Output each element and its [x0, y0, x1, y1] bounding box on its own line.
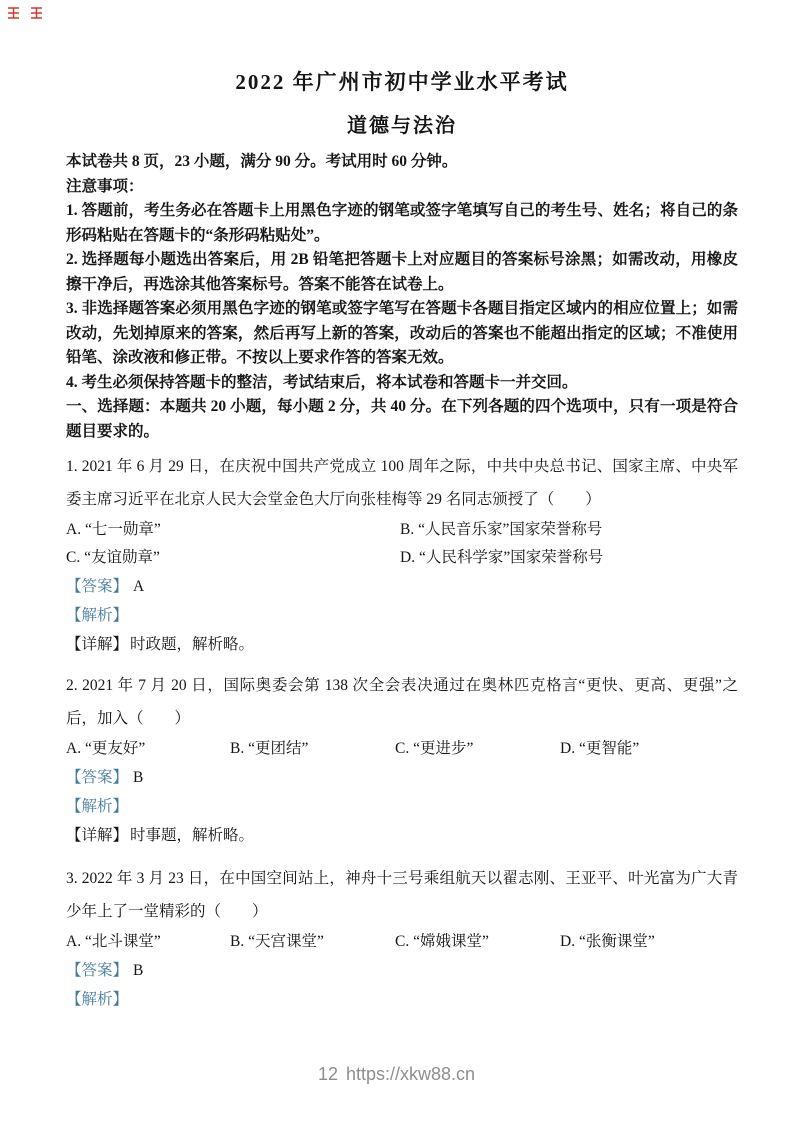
options-grid	[66, 516, 738, 572]
detail-line	[66, 630, 738, 659]
options-grid	[66, 928, 738, 956]
page-title: 2022 年广州市初中学业水平考试	[235, 70, 569, 94]
option-item: A. “更友好”	[66, 740, 146, 757]
option-item: A. “北斗课堂”	[66, 933, 161, 950]
answer-label: 【答案】	[66, 962, 129, 979]
question-block	[66, 669, 738, 850]
options-grid	[66, 735, 738, 763]
subject-title: 道德与法治	[347, 115, 457, 137]
analysis-line	[66, 985, 738, 1014]
question-stem: 3. 2022 年 3 月 23 日，在中国空间站上，神舟十三号乘组航天以翟志刚、王亚平、叶光富为广大青少年上了一堂精彩的（ ）	[66, 870, 738, 920]
detail-text: 时政题，解析略。	[130, 636, 255, 653]
detail-label: 【详解】	[66, 827, 129, 844]
exam-info: 本试卷共 8 页，23 小题，满分 90 分。考试用时 60 分钟。	[66, 153, 458, 170]
answer-line	[66, 763, 738, 792]
question-stem: 1. 2021 年 6 月 29 日，在庆祝中国共产党成立 100 周年之际，中共中央总书记、国家主席、中央军委主席习近平在北京人民大会堂金色大厅向张桂梅等 29 名同志颁授了（ ）	[66, 458, 738, 508]
question-stem: 2. 2021 年 7 月 20 日，国际奥委会第 138 次全会表决通过在奥林匹克格言“更快、更高、更强”之后，加入（ ）	[66, 677, 738, 727]
notice-item: 3. 非选择题答案必须用黑色字迹的钢笔或签字笔写在答题卡各题目指定区域内的相应位置上；如需改动，先划掉原来的答案，然后再写上新的答案，改动后的答案也不能超出指定的区域；不准使用铅笔、涂改液和修正带。不按以上要求作答的答案无效。	[66, 300, 738, 366]
question-block	[66, 862, 738, 1014]
notice-item: 4. 考生必须保持答题卡的整洁，考试结束后，将本试卷和答题卡一并交回。	[66, 373, 578, 391]
answer-value: B	[133, 962, 144, 979]
option-item: D. “更智能”	[560, 740, 640, 757]
notice-heading: 注意事项：	[66, 177, 144, 195]
detail-text: 时事题，解析略。	[130, 827, 255, 844]
red-stamp-icon	[6, 5, 50, 21]
analysis-line	[66, 792, 738, 821]
analysis-label: 【解析】	[66, 607, 129, 624]
option-item: B. “更团结”	[230, 740, 309, 757]
footer-url: https://xkw88.cn	[345, 1064, 476, 1084]
option-item: D. “人民科学家”国家荣誉称号	[400, 549, 604, 566]
analysis-label: 【解析】	[66, 798, 129, 815]
question-block	[66, 450, 738, 659]
option-item: C. “更进步”	[395, 740, 474, 757]
option-item: C. “友谊勋章”	[66, 549, 160, 566]
notice-item: 1. 答题前，考生务必在答题卡上用黑色字迹的钢笔或签字笔填写自己的考生号、姓名；将自己的条形码粘贴在答题卡的“条形码粘贴处”。	[66, 202, 738, 244]
notice-item: 2. 选择题每小题选出答案后，用 2B 铅笔把答题卡上对应题目的答案标号涂黑；如需改动，用橡皮擦干净后，再选涂其他答案标号。答案不能答在试卷上。	[66, 251, 738, 293]
page-number: 12	[317, 1064, 338, 1084]
option-item: A. “七一勋章”	[66, 521, 161, 538]
detail-label: 【详解】	[66, 636, 129, 653]
option-item: B. “天宫课堂”	[230, 933, 324, 950]
answer-value: B	[133, 769, 144, 786]
answer-label: 【答案】	[66, 578, 129, 595]
analysis-label: 【解析】	[66, 991, 129, 1008]
answer-line	[66, 956, 738, 985]
section-heading: 一、选择题：本题共 20 小题，每小题 2 分，共 40 分。在下列各题的四个选项中，只有一项是符合题目要求的。	[66, 398, 738, 440]
answer-value: A	[133, 578, 145, 595]
detail-line	[66, 821, 738, 850]
option-item: B. “人民音乐家”国家荣誉称号	[400, 521, 603, 538]
analysis-line	[66, 601, 738, 630]
answer-label: 【答案】	[66, 769, 129, 786]
page-footer	[0, 1062, 793, 1086]
option-item: D. “张衡课堂”	[560, 933, 655, 950]
option-item: C. “嫦娥课堂”	[395, 933, 489, 950]
document-body	[66, 0, 738, 1014]
answer-line	[66, 572, 738, 601]
